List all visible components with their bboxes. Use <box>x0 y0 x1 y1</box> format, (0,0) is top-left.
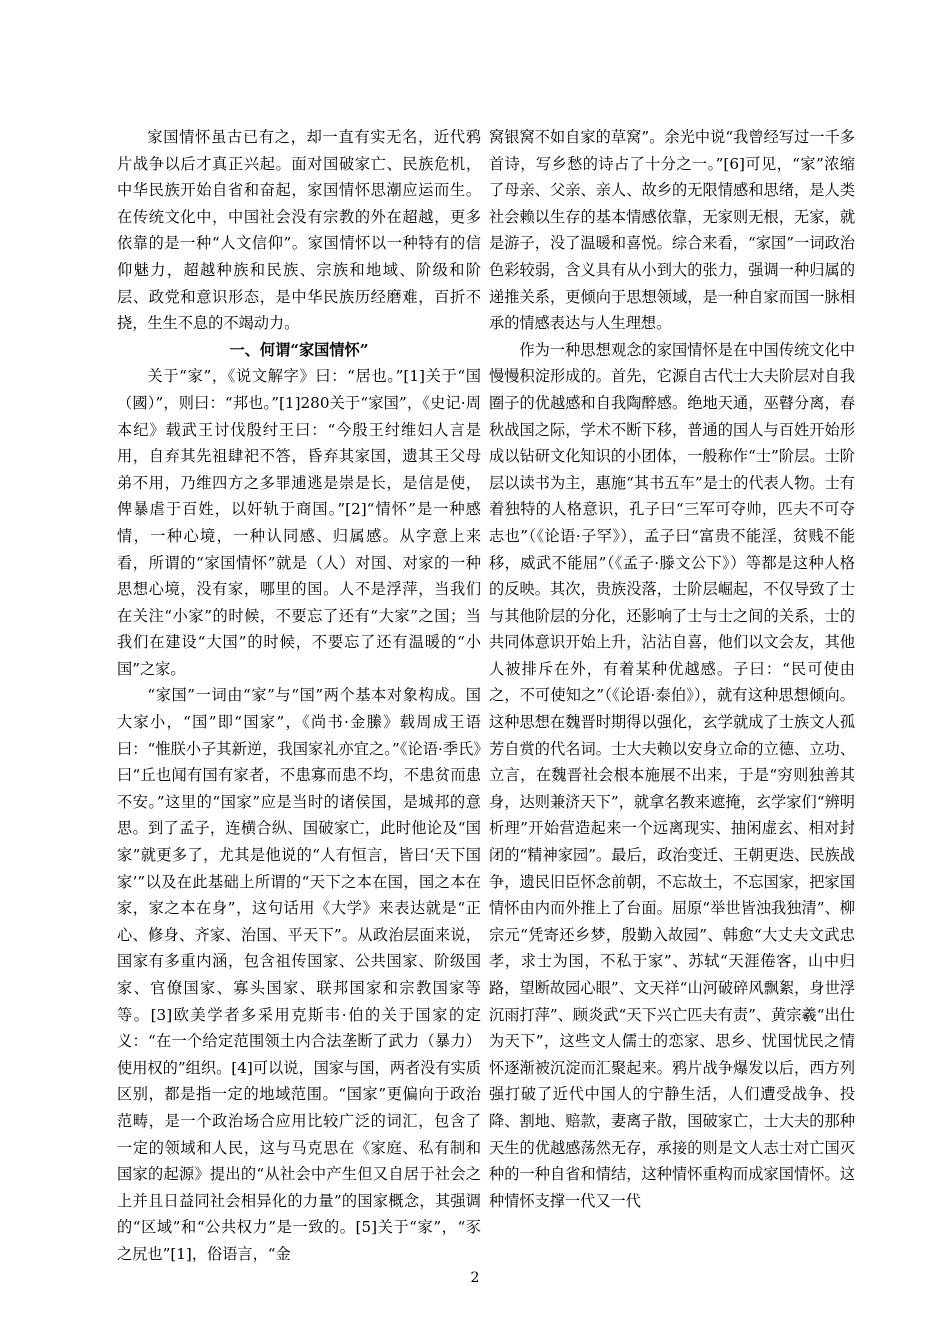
right-column <box>489 124 855 1214</box>
body-paragraph-continued: 窝银窝不如自家的草窝”。余光中说“我曾经写过一千多首诗，写乡愁的诗占了十分之一。”[6]可见，“家”浓缩了母亲、父亲、亲人、故乡的无限情感和思绪，是人类社会赖以生存的基本情感依靠，无家则无根，无家，就是游子，没了温暖和喜悦。综合来看，“家国”一词政治色彩较弱，含义具有从小到大的张力，强调一种归属的递推关系，更倾向于思想领域，是一种自家而国一脉相承的情感表达与人生理想。 <box>489 128 855 333</box>
page-number: 2 <box>470 1270 480 1286</box>
body-paragraph: “家国”一词由“家”与“国”两个基本对象构成。国大家小，“国”即“国家”，《尚书·金縢》载周成王语曰：“惟朕小子其新逆，我国家礼亦宜之。”《论语·季氏》曰“丘也闻有国有家者，不患寡而患不均，不患贫而患不安。”这里的“国家”应是当时的诸侯国，是城邦的意思。到了孟子，连横合纵、国破家亡，此时他论及“国家”就更多了，尤其是他说的“人有恒言，皆曰‘天下国家’”以及在此基础上所谓的“天下之本在国，国之本在家，家之本在身”，这句话用《大学》来表达就是“正心、修身、齐家、治国、平天下”。从政治层面来说，国家有多重内涵，包含祖传国家、公共国家、阶级国家、官僚国家、寡头国家、联邦国家和宗教国家等等。[3]欧美学者多采用克斯韦·伯的关于国家的定义：“在一个给定范围领土内合法垄断了武力（暴力）使用权的”组织。[4]可以说，国家与国，两者没有实质区别，都是指一定的地域范围。“国家”更偏向于政治范畴，是一个政治场合应用比较广泛的词汇，包含了一定的领域和人民，这与马克思在《家庭、私有制和国家的起源》提出的“从社会中产生但又自居于社会之上并且日益同社会相异化的力量”的国家概念，其强调的“区域”和“公共权力”是一致的。[5]关于“家”，“豕之尻也”[1]，俗语言，“金 <box>117 686 481 1263</box>
left-column <box>117 124 481 1268</box>
body-paragraph: 作为一种思想观念的家国情怀是在中国传统文化中慢慢积淀形成的。首先，它源自古代士大夫阶层对自我圈子的优越感和自我陶醉感。绝地天通，巫瞽分离，春秋战国之际，学术不断下移，普通的国人与百姓开始形成以钻研文化知识的小团体，一般称作“士”阶层。士阶层以读书为主，惠施“其书五车”是士的代表人物。士有着独特的人格意识，孔子曰“三军可夺帅，匹夫不可夺志也”（《论语·子罕》），孟子曰“富贵不能淫，贫贱不能移，威武不能屈”（《孟子·滕文公下》）等都是这种人格的反映。其次，贵族没落，士阶层崛起，不仅导致了士与其他阶层的分化，还影响了士与士之间的关系，士的共同体意识开始上升，沾沾自喜，他们以文会友，其他人被排斥在外，有着某种优越感。子曰：“民可使由之，不可使知之”（《论语·泰伯》），就有这种思想倾向。这种思想在魏晋时期得以强化，玄学就成了士族文人孤芳自赏的代名词。士大夫赖以安身立命的立德、立功、立言，在魏晋社会根本施展不出来，于是“穷则独善其身，达则兼济天下”，就拿名教来遮掩，玄学家们“辨明析理”开始营造起来一个远离现实、抽闲虚玄、相对封闭的“精神家园”。最后，政治变迁、王朝更迭、民族战争，遗民旧臣怀念前朝，不忘故土，不忘国家，把家国情怀由内而外推上了台面。屈原“举世皆浊我独清”、柳宗元“凭寄还乡梦，殷勤入故园”、韩愈“大丈夫文武忠孝，求士为国，不私于家”、苏轼“天涯倦客，山中归路，望断故园心眼”、文天祥“山河破碎风飘絮，身世浮沉雨打萍”、顾炎武“天下兴亡匹夫有责”、黄宗羲“出仕为天下”，这些文人儒士的恋家、思乡、忧国忧民之情怀逐渐被沉淀而汇聚起来。鸦片战争爆发以后，西方列强打破了近代中国人的宁静生活，人们遭受战争、投降、割地、赔款，妻离子散，国破家亡，士大夫的那种天生的优越感荡然无存，承接的则是文人志士对亡国灭种的一种自省和情结，这种情怀重构而成家国情怀。这种情怀支撑一代又一代 <box>489 340 855 1210</box>
section-heading: 一、何谓“家国情怀” <box>229 340 369 359</box>
intro-paragraph: 家国情怀虽古已有之，却一直有实无名，近代鸦片战争以后才真正兴起。面对国破家亡、民族危机，中华民族开始自省和奋起，家国情怀思潮应运而生。在传统文化中，中国社会没有宗教的外在超越，更多依靠的是一种“人文信仰”。家国情怀以一种特有的信仰魅力，超越种族和民族、宗族和地域、阶级和阶层、政党和意识形态，是中华民族历经磨难，百折不挠，生生不息的不竭动力。 <box>117 128 481 333</box>
body-paragraph: 关于“家”，《说文解字》曰：“居也。”[1]关于“国（國）”，则曰：“邦也。”[1]280关于“家国”，《史记·周本纪》载武王讨伐殷纣王曰：“今殷王纣维妇人言是用，自弃其先祖肆祀不答，昏弃其家国，遗其王父母弟不用，乃维四方之多罪逋逃是崇是长，是信是使，俾暴虐于百姓，以奸轨于商国。”[2]“情怀”是一种感情，一种心境，一种认同感、归属感。从字意上来看，所谓的“家国情怀”就是（人）对国、对家的一种思想心境，没有家，哪里的国。人不是浮萍，当我们在关注“小家”的时候，不要忘了还有“大家”之国；当我们在建设“大国”的时候，不要忘了还有温暖的“小国”之家。 <box>117 367 481 678</box>
